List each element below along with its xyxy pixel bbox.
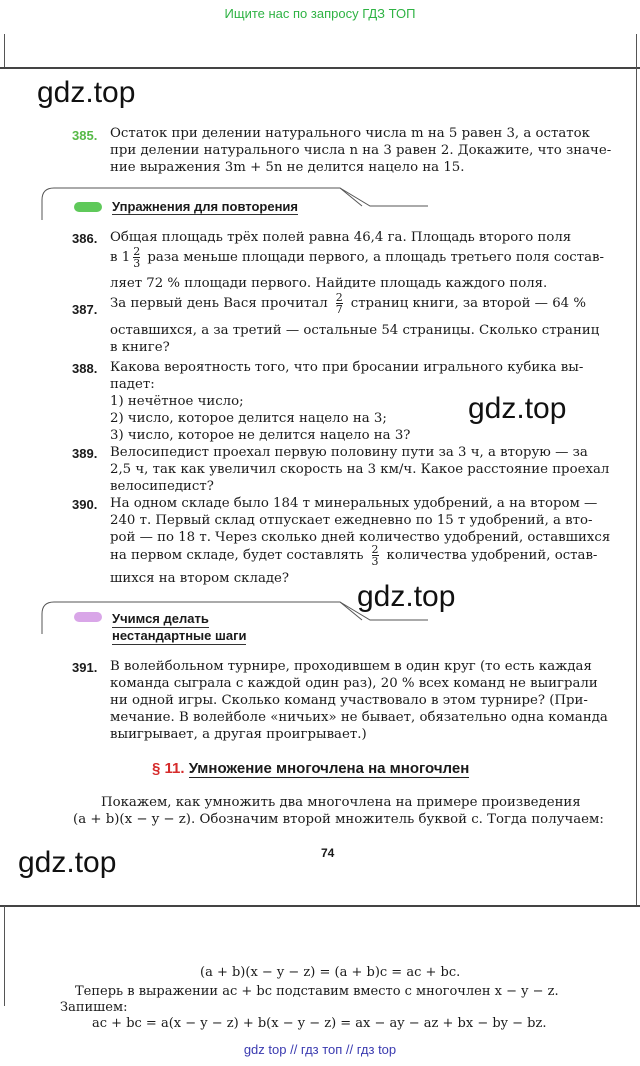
section-title-nonstandard [112,611,246,645]
problem-line: Велосипедист проехал первую половину пути за 3 ч, а вторую — за [110,445,588,460]
problem-line: ни одной игры. Сколько команд участвовало в этом турнире? (При- [110,693,588,708]
green-pill-icon [74,202,102,212]
problem-line: 2) число, которое делится нацело на 3; [110,411,387,426]
problem-line: 1) нечётное число; [110,394,244,409]
next-text-line: Запишем: [60,1000,128,1015]
problem-line-with-fraction [110,544,597,567]
problem-number: 387. [72,302,98,317]
page-left-border-top [4,34,5,68]
fraction-numerator: 2 [335,291,343,304]
problem-line: ние выражения 3m + 5n не делится нацело на 15. [110,160,465,175]
problem-line: На одном складе было 184 т минеральных удобрений, а на втором — [110,496,598,511]
fraction-denominator: 3 [371,555,379,568]
problem-line: Общая площадь трёх полей равна 46,4 га. Площадь второго поля [110,230,572,245]
page-left-border-bottom [4,906,5,1006]
problem-line: шихся на втором складе? [110,571,290,586]
section-title-line: нестандартные шаги [112,628,247,643]
problem-line: падет: [110,377,155,392]
intro-line: Покажем, как умножить два многочлена на примере произведения [101,795,581,810]
problem-line: В волейбольном турнире, проходившем в один круг (то есть каждая [110,659,592,674]
problem-line: 240 т. Первый склад отпускает ежедневно по 15 т удобрений, а вто- [110,513,593,528]
formula-2: ac + bc = a(x − y − z) + b(x − y − z) = ax − ay − az + bx − by − bz. [92,1016,547,1031]
problem-number: 386. [72,231,98,246]
text-pre: в 1 [110,250,131,265]
text-post: страниц книги, за второй — 64 % [350,296,586,311]
text-pre: За первый день Вася прочитал [110,296,328,311]
watermark-4: gdz.top [18,846,117,879]
formula-1: (a + b)(x − y − z) = (a + b)c = ac + bc. [200,965,461,980]
text-post: раза меньше площади первого, а площадь третьего поля состав- [147,250,604,265]
watermark-1: gdz.top [37,76,136,109]
fraction [336,292,343,315]
problem-line: 3) число, которое не делится нацело на 3? [110,428,411,443]
chapter-number: § 11. [152,760,185,777]
chapter-title: Умножение многочлена на многочлен [188,760,470,777]
problem-number: 389. [72,446,98,461]
page-separator-rule [0,905,640,907]
watermark-2: gdz.top [468,392,567,425]
problem-number: 385. [72,128,98,143]
problem-line: при делении натурального числа n на 3 равен 2. Докажите, что значе- [110,143,612,158]
problem-line: выигрывает, а другая проигрывает.) [110,727,367,742]
problem-line: оставшихся, а за третий — остальные 54 страницы. Сколько страниц [110,323,600,338]
problem-line: мечание. В волейболе «ничьих» не бывает, обязательно одна команда [110,710,608,725]
problem-line-with-fraction [110,246,604,269]
section-title-repeat: Упражнения для повторения [112,199,299,214]
problem-line-with-fraction [110,292,586,315]
fraction [372,544,379,567]
fraction-numerator: 2 [371,543,379,556]
intro-line: (a + b)(x − y − z). Обозначим второй множитель буквой c. Тогда получаем: [73,812,604,827]
text-pre: на первом складе, будет составлять [110,548,364,563]
page-right-border [636,34,637,906]
problem-number: 390. [72,497,98,512]
fraction-denominator: 7 [335,303,343,316]
problem-number: 388. [72,361,98,376]
fraction [133,246,140,269]
purple-pill-icon [74,612,102,622]
top-banner[interactable]: Ищите нас по запросу ГДЗ ТОП [224,6,416,21]
problem-line: рой — по 18 т. Через сколько дней количество удобрений, оставшихся [110,530,611,545]
problem-line: ляет 72 % площади первого. Найдите площадь каждого поля. [110,276,548,291]
page-top-rule [0,67,640,69]
problem-line: Какова вероятность того, что при бросании игрального кубика вы- [110,360,584,375]
page-number: 74 [321,846,335,860]
problem-line: 2,5 ч, так как увеличил скорость на 3 км/ч. Какое расстояние проехал [110,462,610,477]
chapter-heading [152,760,469,777]
watermark-3: gdz.top [357,580,456,613]
footer-links[interactable]: gdz top // гдз топ // гдз top [243,1042,397,1057]
fraction-denominator: 3 [133,257,141,270]
problem-line: в книге? [110,340,170,355]
text-post: количества удобрений, остав- [386,548,598,563]
problem-line: Остаток при делении натурального числа m на 5 равен 3, а остаток [110,126,590,141]
problem-number: 391. [72,660,98,675]
next-text-line: Теперь в выражении ac + bc подставим вместо c многочлен x − y − z. [75,984,559,999]
problem-line: велосипедист? [110,479,214,494]
section-title-line: Учимся делать [112,611,209,626]
problem-line: команда сыграла с каждой один раз), 20 % всех команд не выиграли [110,676,598,691]
fraction-numerator: 2 [133,245,141,258]
